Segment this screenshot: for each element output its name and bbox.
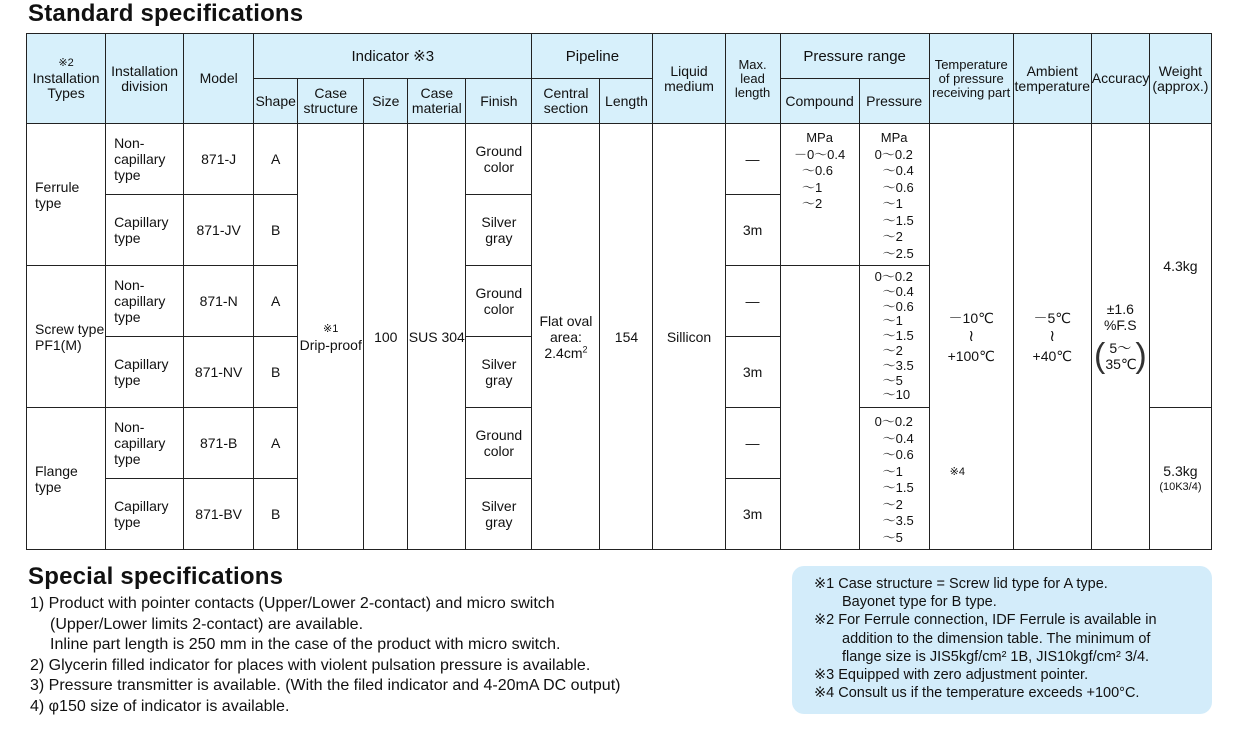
finish-cell: Ground color [466,266,532,337]
division-cell: Non-capillary type [106,124,184,195]
model-cell: 871-NV [184,337,254,408]
ambient-temp-cell: －5℃ ≀ +40℃ [1013,124,1091,550]
range-value: ～0.6 [882,179,914,195]
division-cell: Non-capillary type [106,408,184,479]
header-case-structure: Case structure [298,79,364,124]
case-structure-cell: ※1 Drip-proof [298,124,364,550]
header-temperature-receiving: Temperature of pressure receiving part [929,34,1013,124]
list-item: 1) Product with pointer contacts (Upper/Lower 2-contact) and micro switch [30,595,555,612]
lead-length-cell: — [725,124,780,195]
division-cell: Non-capillary type [106,266,184,337]
model-cell: 871-JV [184,195,254,266]
range-value: －0～0.4 [793,146,846,162]
range-value: ～2.5 [882,245,914,261]
range-value: ～2 [882,342,903,358]
division-cell: Capillary type [106,479,184,550]
central-section-cell: Flat oval area: $2.4cm^2$ [532,124,600,550]
lead-length-cell: — [725,408,780,479]
footnote: ※4 Consult us if the temperature exceeds +100°C. [814,685,1140,702]
weight-cell-1: 4.3kg [1149,124,1211,408]
model-cell: 871-N [184,266,254,337]
lead-length-cell: 3m [725,337,780,408]
lead-length-cell: — [725,266,780,337]
list-item: 2) Glycerin filled indicator for places with violent pulsation pressure is available. [30,656,591,674]
model-cell: 871-BV [184,479,254,550]
type-ferrule: Ferrule type [27,124,106,266]
shape-cell: B [254,337,298,408]
range-value: ～3.5 [882,513,914,528]
accuracy-cell: ±1.6 %F.S ( 5～ 35℃ ) [1091,124,1149,550]
header-liquid-medium: Liquid medium [653,34,725,124]
footnote: flange size is JIS5kgf/cm² 1B, JIS10kgf/cm² 3/4. [842,648,1150,665]
range-value: ～0.6 [801,163,834,178]
footnotes-box [792,566,1212,714]
header-weight: Weight (approx.) [1149,34,1211,124]
footnote: ※1 Case structure = Screw lid type for A type. [814,576,1108,592]
header-max-lead-length: Max. lead length [725,34,780,124]
finish-cell: Silver gray [466,195,532,266]
temp-receiving-cell: －10℃ ≀ +100℃ ※4 [929,124,1013,550]
footnote: Bayonet type for B type. [842,594,997,611]
header-case-material: Case material [408,79,466,124]
header-ambient-temperature: Ambient temperature [1013,34,1091,124]
case-material-cell: SUS 304 [408,124,466,550]
header-central-section: Central section [532,79,600,124]
page-title: Standard specifications [28,0,304,27]
header-size: Size [364,79,408,124]
special-specs-list [30,594,620,717]
list-item: 3) Pressure transmitter is available. (With the filed indicator and 4-20mA DC output) [30,677,621,694]
range-value: ～1 [882,313,903,329]
range-value: ～1 [882,196,903,211]
range-value: ～2 [882,496,903,512]
range-value: ～2 [801,196,823,211]
shape-cell: A [254,124,298,195]
lead-length-cell: 3m [725,195,780,266]
range-value: ～0.6 [882,447,914,462]
shape-cell: A [254,408,298,479]
header-pressure: Pressure [859,79,929,124]
range-value: ～0.4 [882,283,914,299]
range-value: ～5 [882,529,903,545]
header-finish: Finish [466,79,532,124]
pressure-range-screw [859,266,929,408]
header-model: Model [184,34,254,124]
header-shape: Shape [254,79,298,124]
pressure-range-ferrule: MPa 0～0.2 ～0.4 ～0.6 ～1 ～1.5 ～2 ～2.5 [859,124,929,266]
range-value: 0～0.2 [874,269,913,284]
list-item: 4) φ150 size of indicator is available. [30,697,290,715]
range-value: ～10 [882,387,911,403]
list-item: (Upper/Lower limits 2-contact) are available. [50,615,364,633]
special-specs-title: Special specifications [28,563,284,590]
range-value: ～0.4 [882,430,914,446]
header-accuracy: Accuracy [1091,34,1149,124]
compound-range-cell: MPa －0～0.4 ～0.6 ～1 ～2 [780,124,859,266]
range-value: ～2 [882,229,903,244]
header-installation-division: Installation division [106,34,184,124]
range-value: ～1 [801,179,823,195]
footnote: ※2 For Ferrule connection, IDF Ferrule is available in [814,612,1157,629]
shape-cell: B [254,195,298,266]
range-value: ～1.5 [882,212,914,228]
type-flange: Flange type [27,408,106,550]
range-value: ～3.5 [882,357,914,373]
footnote: ※3 Equipped with zero adjustment pointer. [814,667,1089,684]
shape-cell: B [254,479,298,550]
header-installation-types: ※2 Installation Types [27,34,106,124]
list-item: Inline part length is 250 mm in the case of the product with micro switch. [50,636,561,653]
pipeline-length-cell: 154 [600,124,653,550]
finish-cell: Silver gray [466,337,532,408]
temp-note-mark: ※4 [949,466,966,478]
standard-spec-table [26,33,1212,550]
shape-cell: A [254,266,298,337]
header-indicator: Indicator ※3 [254,34,532,79]
range-value: ～1.5 [882,480,914,495]
pressure-range-flange [859,408,929,550]
finish-cell: Ground color [466,124,532,195]
footnote: addition to the dimension table. The minimum of [842,630,1151,647]
range-value: ～1.5 [882,328,914,344]
finish-cell: Silver gray [466,479,532,550]
weight-cell-2: 5.3kg (10K3/4) [1149,408,1211,550]
header-compound: Compound [780,79,859,124]
header-pipeline: Pipeline [532,34,653,79]
size-cell: 100 [364,124,408,550]
liquid-medium-cell: Sillicon [653,124,725,550]
range-value: 0～0.2 [874,146,913,162]
range-value: ～0.4 [882,163,914,178]
division-cell: Capillary type [106,337,184,408]
table-row [27,124,1212,195]
lead-length-cell: 3m [725,479,780,550]
range-value: ～0.6 [882,298,914,314]
model-cell: 871-J [184,124,254,195]
finish-cell: Ground color [466,408,532,479]
range-value: 0～0.2 [874,414,913,429]
type-screw: Screw type PF1(M) [27,266,106,408]
header-length: Length [600,79,653,124]
range-value: ～5 [882,372,903,388]
compound-empty-cell [780,266,859,550]
division-cell: Capillary type [106,195,184,266]
header-pressure-range: Pressure range [780,34,929,79]
range-value: ～1 [882,463,903,479]
model-cell: 871-B [184,408,254,479]
